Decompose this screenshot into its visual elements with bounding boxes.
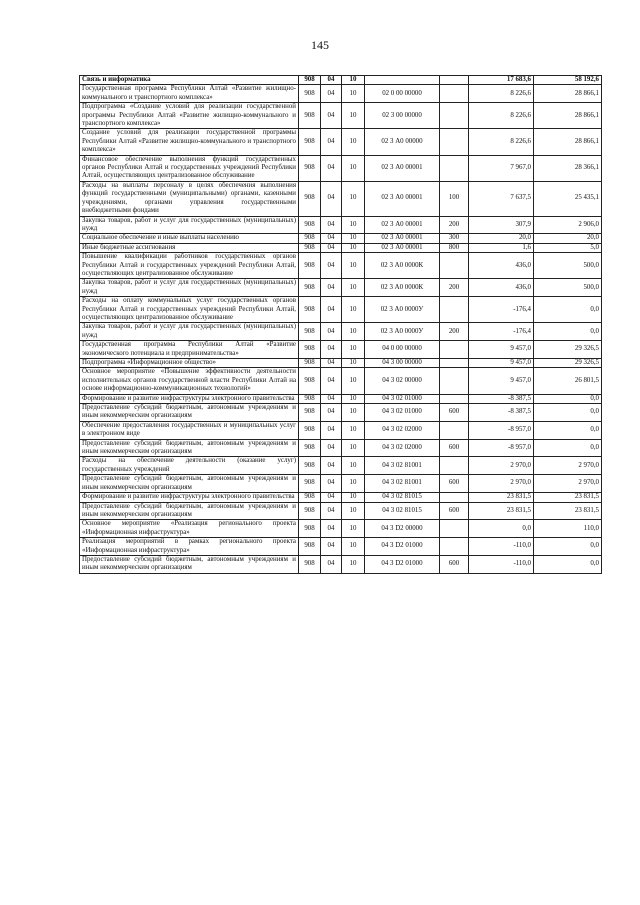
row-section: 04 [321, 394, 342, 403]
page-number: 145 [311, 38, 329, 52]
row-amount-2: 20,0 [534, 234, 602, 243]
row-expense-type: 100 [440, 181, 469, 216]
row-name: Подпрограмма «Создание условий для реализации государственной программы Республики Алтай «Развитие жилищно-коммунального и транспортного комплекса» [80, 103, 299, 129]
table-row [80, 243, 602, 252]
row-subsection: 10 [342, 85, 365, 103]
row-section: 04 [321, 555, 342, 573]
row-target-article: 04 3 02 81015 [365, 493, 440, 502]
table-row [80, 297, 602, 323]
table-row [80, 359, 602, 368]
row-target-article: 04 3 D2 01000 [365, 555, 440, 573]
row-amount-1: 8 226,6 [469, 129, 534, 155]
row-amount-2: 110,0 [534, 520, 602, 538]
table-row [80, 457, 602, 475]
row-expense-type [440, 253, 469, 279]
row-subsection: 10 [342, 394, 365, 403]
row-amount-2: 0,0 [534, 394, 602, 403]
table-row [80, 493, 602, 502]
row-target-article: 02 3 А0 00001 [365, 181, 440, 216]
row-admin-code: 908 [299, 555, 321, 573]
row-target-article: 02 3 А0 0000К [365, 279, 440, 297]
row-amount-2: 2 970,0 [534, 475, 602, 493]
row-subsection: 10 [342, 216, 365, 234]
row-target-article: 04 3 D2 01000 [365, 538, 440, 556]
row-expense-type [440, 129, 469, 155]
row-subsection: 10 [342, 538, 365, 556]
row-amount-1: 1,6 [469, 243, 534, 252]
row-expense-type [440, 155, 469, 181]
row-section: 04 [321, 243, 342, 252]
row-target-article: 02 3 00 00000 [365, 103, 440, 129]
row-target-article: 02 0 00 00000 [365, 85, 440, 103]
row-amount-1: -8 957,0 [469, 439, 534, 457]
row-amount-2: 28 866,1 [534, 103, 602, 129]
row-name: Закупка товаров, работ и услуг для государственных (муниципальных) нужд [80, 279, 299, 297]
row-amount-1: -8 387,5 [469, 394, 534, 403]
table-row [80, 341, 602, 359]
table-row [80, 85, 602, 103]
table-row [80, 520, 602, 538]
row-subsection: 10 [342, 243, 365, 252]
row-target-article: 04 3 02 81015 [365, 502, 440, 520]
row-subsection: 10 [342, 404, 365, 422]
row-amount-1: 9 457,0 [469, 368, 534, 394]
row-admin-code: 908 [299, 181, 321, 216]
row-amount-2: 0,0 [534, 538, 602, 556]
row-subsection: 10 [342, 103, 365, 129]
table-row [80, 439, 602, 457]
row-name: Повышение квалификации работников государственных органов Республики Алтай и государственных учреждений Республики Алтай, осуществляющих централизованное обслуживание [80, 253, 299, 279]
row-admin-code: 908 [299, 155, 321, 181]
row-expense-type: 600 [440, 555, 469, 573]
row-expense-type: 300 [440, 234, 469, 243]
row-section: 04 [321, 439, 342, 457]
row-section: 04 [321, 538, 342, 556]
row-amount-1: 7 967,0 [469, 155, 534, 181]
table-row [80, 394, 602, 403]
table-body [80, 76, 602, 574]
row-expense-type: 200 [440, 279, 469, 297]
row-name: Закупка товаров, работ и услуг для государственных (муниципальных) нужд [80, 323, 299, 341]
row-subsection: 10 [342, 129, 365, 155]
row-section: 04 [321, 475, 342, 493]
row-amount-2: 23 831,5 [534, 502, 602, 520]
row-expense-type: 600 [440, 439, 469, 457]
row-amount-2: 500,0 [534, 279, 602, 297]
row-amount-1: 23 831,5 [469, 502, 534, 520]
table-row [80, 253, 602, 279]
row-amount-1: -110,0 [469, 555, 534, 573]
table-row [80, 502, 602, 520]
row-subsection: 10 [342, 181, 365, 216]
row-subsection: 10 [342, 439, 365, 457]
table-row [80, 234, 602, 243]
row-admin-code: 908 [299, 538, 321, 556]
row-section: 04 [321, 216, 342, 234]
row-name: Иные бюджетные ассигнования [80, 243, 299, 252]
row-expense-type: 600 [440, 502, 469, 520]
row-subsection: 10 [342, 279, 365, 297]
table-row [80, 181, 602, 216]
table-row [80, 404, 602, 422]
row-name: Предоставление субсидий бюджетным, автономным учреждениям и иным некоммерческим организациям [80, 502, 299, 520]
row-admin-code: 908 [299, 341, 321, 359]
row-subsection: 10 [342, 457, 365, 475]
row-amount-1: 2 970,0 [469, 475, 534, 493]
row-admin-code: 908 [299, 520, 321, 538]
row-subsection: 10 [342, 359, 365, 368]
row-amount-1: 23 831,5 [469, 493, 534, 502]
budget-table [79, 75, 602, 574]
row-name: Создание условий для реализации государственной программы Республики Алтай «Развитие жилищно-коммунального и транспортного комплекса» [80, 129, 299, 155]
row-section: 04 [321, 368, 342, 394]
row-target-article: 02 3 А0 00001 [365, 243, 440, 252]
row-admin-code: 908 [299, 439, 321, 457]
row-admin-code: 908 [299, 394, 321, 403]
row-subsection: 10 [342, 421, 365, 439]
row-name: Реализация мероприятий в рамках регионального проекта «Информационная инфраструктура» [80, 538, 299, 556]
row-section: 04 [321, 341, 342, 359]
row-name: Государственная программа Республики Алтай «Развитие экономического потенциала и предпринимательства» [80, 341, 299, 359]
row-expense-type [440, 103, 469, 129]
row-target-article: 02 3 А0 0000К [365, 253, 440, 279]
row-section: 04 [321, 457, 342, 475]
row-expense-type: 600 [440, 475, 469, 493]
row-amount-2: 500,0 [534, 253, 602, 279]
table-row [80, 279, 602, 297]
row-target-article: 04 3 02 01000 [365, 404, 440, 422]
row-target-article: 04 3 02 81001 [365, 475, 440, 493]
row-amount-1: -176,4 [469, 297, 534, 323]
row-name: Предоставление субсидий бюджетным, автономным учреждениям и иным некоммерческим организациям [80, 555, 299, 573]
row-name: Расходы на выплаты персоналу в целях обеспечения выполнения функций государственными (муниципальными) органами, казенными учреждениями, органами управления государственными внебюджетными фондами [80, 181, 299, 216]
row-amount-1: 436,0 [469, 253, 534, 279]
row-expense-type: 600 [440, 404, 469, 422]
row-subsection: 10 [342, 341, 365, 359]
row-amount-2: 58 192,6 [534, 76, 602, 85]
row-amount-2: 0,0 [534, 323, 602, 341]
row-expense-type: 200 [440, 323, 469, 341]
row-target-article: 04 3 02 02000 [365, 439, 440, 457]
row-subsection: 10 [342, 234, 365, 243]
row-admin-code: 908 [299, 297, 321, 323]
row-amount-2: 28 366,1 [534, 155, 602, 181]
row-name: Связь и информатика [80, 76, 299, 85]
row-admin-code: 908 [299, 103, 321, 129]
row-expense-type [440, 421, 469, 439]
row-target-article: 02 3 А0 0000У [365, 297, 440, 323]
row-expense-type: 200 [440, 216, 469, 234]
row-target-article: 02 3 А0 00000 [365, 129, 440, 155]
row-amount-2: 23 831,5 [534, 493, 602, 502]
row-target-article: 04 3 02 02000 [365, 421, 440, 439]
row-name: Расходы на оплату коммунальных услуг государственных органов Республики Алтай и государственных учреждений Республики Алтай, осуществляющих централизованное обслуживание [80, 297, 299, 323]
row-amount-1: 0,0 [469, 520, 534, 538]
row-target-article: 04 3 02 01000 [365, 394, 440, 403]
row-name: Формирование и развитие инфраструктуры электронного правительства [80, 493, 299, 502]
row-amount-2: 25 435,1 [534, 181, 602, 216]
table-row [80, 216, 602, 234]
row-admin-code: 908 [299, 368, 321, 394]
row-admin-code: 908 [299, 243, 321, 252]
row-section: 04 [321, 404, 342, 422]
row-target-article: 02 3 А0 00001 [365, 234, 440, 243]
row-section: 04 [321, 421, 342, 439]
row-target-article: 04 3 02 00000 [365, 368, 440, 394]
row-target-article: 04 0 00 00000 [365, 341, 440, 359]
row-name: Социальное обеспечение и иные выплаты населению [80, 234, 299, 243]
row-section: 04 [321, 297, 342, 323]
table-row [80, 323, 602, 341]
row-name: Формирование и развитие инфраструктуры электронного правительства [80, 394, 299, 403]
row-section: 04 [321, 279, 342, 297]
row-amount-1: 8 226,6 [469, 103, 534, 129]
row-amount-2: 5,0 [534, 243, 602, 252]
row-section: 04 [321, 155, 342, 181]
table-row [80, 76, 602, 85]
row-admin-code: 908 [299, 359, 321, 368]
row-admin-code: 908 [299, 323, 321, 341]
row-target-article: 02 3 А0 00001 [365, 155, 440, 181]
row-name: Государственная программа Республики Алтай «Развитие жилищно-коммунального и транспортного комплекса» [80, 85, 299, 103]
row-amount-1: -8 387,5 [469, 404, 534, 422]
row-subsection: 10 [342, 368, 365, 394]
table-row [80, 368, 602, 394]
table-row [80, 155, 602, 181]
row-amount-2: 0,0 [534, 439, 602, 457]
row-name: Основное мероприятие «Реализация регионального проекта «Информационная инфраструктура» [80, 520, 299, 538]
row-subsection: 10 [342, 555, 365, 573]
row-target-article: 04 3 00 00000 [365, 359, 440, 368]
row-name: Расходы на обеспечение деятельности (оказание услуг) государственных учреждений [80, 457, 299, 475]
row-target-article: 04 3 D2 00000 [365, 520, 440, 538]
row-expense-type [440, 394, 469, 403]
row-amount-1: -110,0 [469, 538, 534, 556]
row-section: 04 [321, 181, 342, 216]
row-expense-type [440, 457, 469, 475]
row-subsection: 10 [342, 520, 365, 538]
row-name: Основное мероприятие «Повышение эффективности деятельности исполнительных органов государственной власти Республики Алтай на основе информационно-коммуникационных технологий» [80, 368, 299, 394]
row-section: 04 [321, 359, 342, 368]
row-subsection: 10 [342, 253, 365, 279]
row-amount-2: 2 970,0 [534, 457, 602, 475]
row-subsection: 10 [342, 76, 365, 85]
row-subsection: 10 [342, 323, 365, 341]
row-admin-code: 908 [299, 129, 321, 155]
row-target-article: 02 3 А0 0000У [365, 323, 440, 341]
row-amount-2: 2 906,0 [534, 216, 602, 234]
row-amount-2: 29 326,5 [534, 341, 602, 359]
row-section: 04 [321, 502, 342, 520]
row-admin-code: 908 [299, 404, 321, 422]
table-row [80, 421, 602, 439]
row-expense-type [440, 85, 469, 103]
row-section: 04 [321, 323, 342, 341]
row-amount-1: 20,0 [469, 234, 534, 243]
row-expense-type [440, 538, 469, 556]
row-admin-code: 908 [299, 85, 321, 103]
row-expense-type [440, 297, 469, 323]
row-admin-code: 908 [299, 234, 321, 243]
row-admin-code: 908 [299, 475, 321, 493]
row-amount-1: 17 683,6 [469, 76, 534, 85]
row-section: 04 [321, 129, 342, 155]
row-target-article: 02 3 А0 00001 [365, 216, 440, 234]
row-admin-code: 908 [299, 279, 321, 297]
row-name: Предоставление субсидий бюджетным, автономным учреждениям и иным некоммерческим организациям [80, 475, 299, 493]
row-amount-2: 28 866,1 [534, 85, 602, 103]
row-section: 04 [321, 253, 342, 279]
row-amount-1: 8 226,6 [469, 85, 534, 103]
row-amount-2: 0,0 [534, 297, 602, 323]
row-name: Финансовое обеспечение выполнения функций государственных органов Республики Алтай и государственных учреждений Республики Алтай, осуществляющих централизованное обслуживание [80, 155, 299, 181]
row-target-article: 04 3 02 81001 [365, 457, 440, 475]
row-amount-2: 0,0 [534, 555, 602, 573]
row-expense-type [440, 368, 469, 394]
row-admin-code: 908 [299, 457, 321, 475]
row-section: 04 [321, 493, 342, 502]
row-section: 04 [321, 76, 342, 85]
row-name: Обеспечение предоставления государственных и муниципальных услуг в электронном виде [80, 421, 299, 439]
row-subsection: 10 [342, 297, 365, 323]
row-section: 04 [321, 85, 342, 103]
row-amount-2: 26 801,5 [534, 368, 602, 394]
row-expense-type [440, 76, 469, 85]
row-amount-1: 9 457,0 [469, 359, 534, 368]
row-amount-2: 0,0 [534, 404, 602, 422]
row-amount-1: 436,0 [469, 279, 534, 297]
row-amount-1: 7 637,5 [469, 181, 534, 216]
row-expense-type [440, 493, 469, 502]
row-subsection: 10 [342, 502, 365, 520]
row-subsection: 10 [342, 493, 365, 502]
row-expense-type [440, 359, 469, 368]
row-name: Предоставление субсидий бюджетным, автономным учреждениям и иным некоммерческим организациям [80, 439, 299, 457]
row-amount-1: 2 970,0 [469, 457, 534, 475]
row-admin-code: 908 [299, 502, 321, 520]
row-expense-type: 800 [440, 243, 469, 252]
row-amount-2: 28 866,1 [534, 129, 602, 155]
table-row [80, 103, 602, 129]
row-admin-code: 908 [299, 76, 321, 85]
row-amount-1: -176,4 [469, 323, 534, 341]
row-subsection: 10 [342, 475, 365, 493]
table-row [80, 555, 602, 573]
row-amount-2: 29 326,5 [534, 359, 602, 368]
row-target-article [365, 76, 440, 85]
table-row [80, 129, 602, 155]
row-section: 04 [321, 234, 342, 243]
row-section: 04 [321, 520, 342, 538]
row-subsection: 10 [342, 155, 365, 181]
row-amount-1: 307,9 [469, 216, 534, 234]
row-expense-type [440, 341, 469, 359]
table-row [80, 538, 602, 556]
row-name: Подпрограмма «Информационное общество» [80, 359, 299, 368]
row-name: Закупка товаров, работ и услуг для государственных (муниципальных) нужд [80, 216, 299, 234]
table-row [80, 475, 602, 493]
row-admin-code: 908 [299, 493, 321, 502]
row-amount-1: 9 457,0 [469, 341, 534, 359]
row-name: Предоставление субсидий бюджетным, автономным учреждениям и иным некоммерческим организациям [80, 404, 299, 422]
row-amount-1: -8 957,0 [469, 421, 534, 439]
row-admin-code: 908 [299, 421, 321, 439]
row-admin-code: 908 [299, 216, 321, 234]
row-amount-2: 0,0 [534, 421, 602, 439]
row-section: 04 [321, 103, 342, 129]
row-admin-code: 908 [299, 253, 321, 279]
row-expense-type [440, 520, 469, 538]
